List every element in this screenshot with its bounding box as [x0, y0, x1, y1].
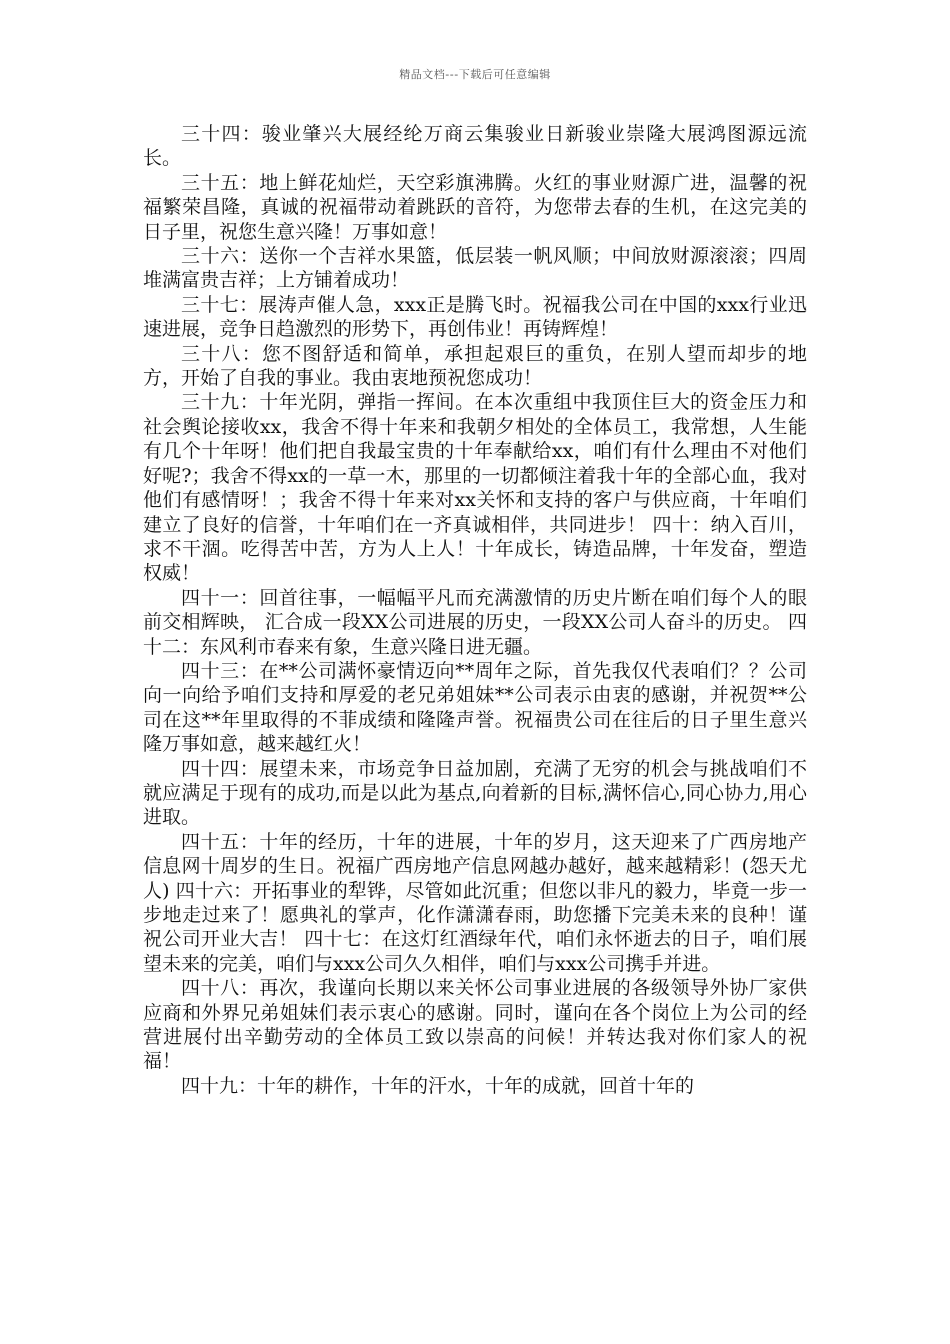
paragraph: 四十八：再次，我谨向长期以来关怀公司事业进展的各级领导外协厂家供应商和外界兄弟姐妹们表示衷心的感谢。同时，谨向在各个岗位上为公司的经营进展付出辛勤劳动的全体员工致以崇高的问候！并转达我对你们家人的祝福！ — [143, 977, 807, 1073]
paragraph: 三十九：十年光阴，弹指一挥间。在本次重组中我顶住巨大的资金压力和社会舆论接收xx，我舍不得十年来和我朝夕相处的全体员工，我常想，人生能有几个十年呀！他们把自我最宝贵的十年奉献给xx，咱们有什么理由不对他们好呢?；我舍不得xx的一草一木，那里的一切都倾注着我十年的全部心血，我对他们有感情呀！；我舍不得十年来对xx关怀和支持的客户与供应商，十年咱们建立了良好的信誉，十年咱们在一齐真诚相伴，共同进步！ 四十：纳入百川，求不干涸。吃得苦中苦，方为人上人！十年成长，铸造品牌，十年发奋，塑造权威！ — [143, 391, 807, 585]
paragraph: 三十五：地上鲜花灿烂，天空彩旗沸腾。火红的事业财源广进，温馨的祝福繁荣昌隆，真诚的祝福带动着跳跃的音符，为您带去春的生机，在这完美的日子里，祝您生意兴隆！万事如意！ — [143, 171, 807, 243]
paragraph: 三十七：展涛声催人急，xxx正是腾飞时。祝福我公司在中国的xxx行业迅速进展，竞争日趋激烈的形势下，再创伟业！再铸辉煌！ — [143, 293, 807, 341]
paragraph: 四十九：十年的耕作，十年的汗水，十年的成就，回首十年的 — [181, 1074, 695, 1097]
paragraph: 三十六：送你一个吉祥水果篮，低层装一帆风顺；中间放财源滚滚；四周堆满富贵吉祥；上方铺着成功！ — [143, 245, 807, 292]
paragraph: 四十四：展望未来，市场竞争日益加剧，充满了无穷的机会与挑战咱们不就应满足于现有的成功,而是以此为基点,向着新的目标,满怀信心,同心协力,用心进取。 — [143, 757, 807, 829]
paragraph: 四十一：回首往事，一幅幅平凡而充满激情的历史片断在咱们每个人的眼前交相辉映， 汇合成一段XX公司进展的历史，一段XX公司人奋斗的历史。 四十二：东风利市春来有象，生意兴隆日进无疆。 — [143, 586, 807, 658]
document-body — [143, 122, 807, 1098]
paragraph: 三十八：您不图舒适和简单，承担起艰巨的重负，在别人望而却步的地方，开始了自我的事业。我由衷地预祝您成功！ — [143, 342, 807, 390]
paragraph: 四十五：十年的经历，十年的进展，十年的岁月，这天迎来了广西房地产信息网十周岁的生日。祝福广西房地产信息网越办越好，越来越精彩！(怨天尤人) 四十六：开拓事业的犁铧，尽管如此沉重；但您以非凡的毅力，毕竟一步一步地走过来了！愿典礼的掌声，化作潇潇春雨，助您播下完美未来的良种！谨祝公司开业大吉！ 四十七：在这灯红酒绿年代，咱们永怀逝去的日子，咱们展望未来的完美，咱们与xxx公司久久相伴，咱们与xxx公司携手并进。 — [143, 830, 807, 975]
paragraph: 三十四：骏业肇兴大展经纶万商云集骏业日新骏业崇隆大展鸿图源远流长。 — [143, 123, 807, 170]
page-header: 精品文档---下载后可任意编辑 — [399, 68, 551, 81]
paragraph: 四十三：在**公司满怀豪情迈向**周年之际，首先我仅代表咱们？？公司向一向给予咱们支持和厚爱的老兄弟姐妹**公司表示由衷的感谢，并祝贺**公司在这**年里取得的不菲成绩和隆隆声誉。祝福贵公司在往后的日子里生意兴隆万事如意，越来越红火！ — [143, 659, 807, 756]
